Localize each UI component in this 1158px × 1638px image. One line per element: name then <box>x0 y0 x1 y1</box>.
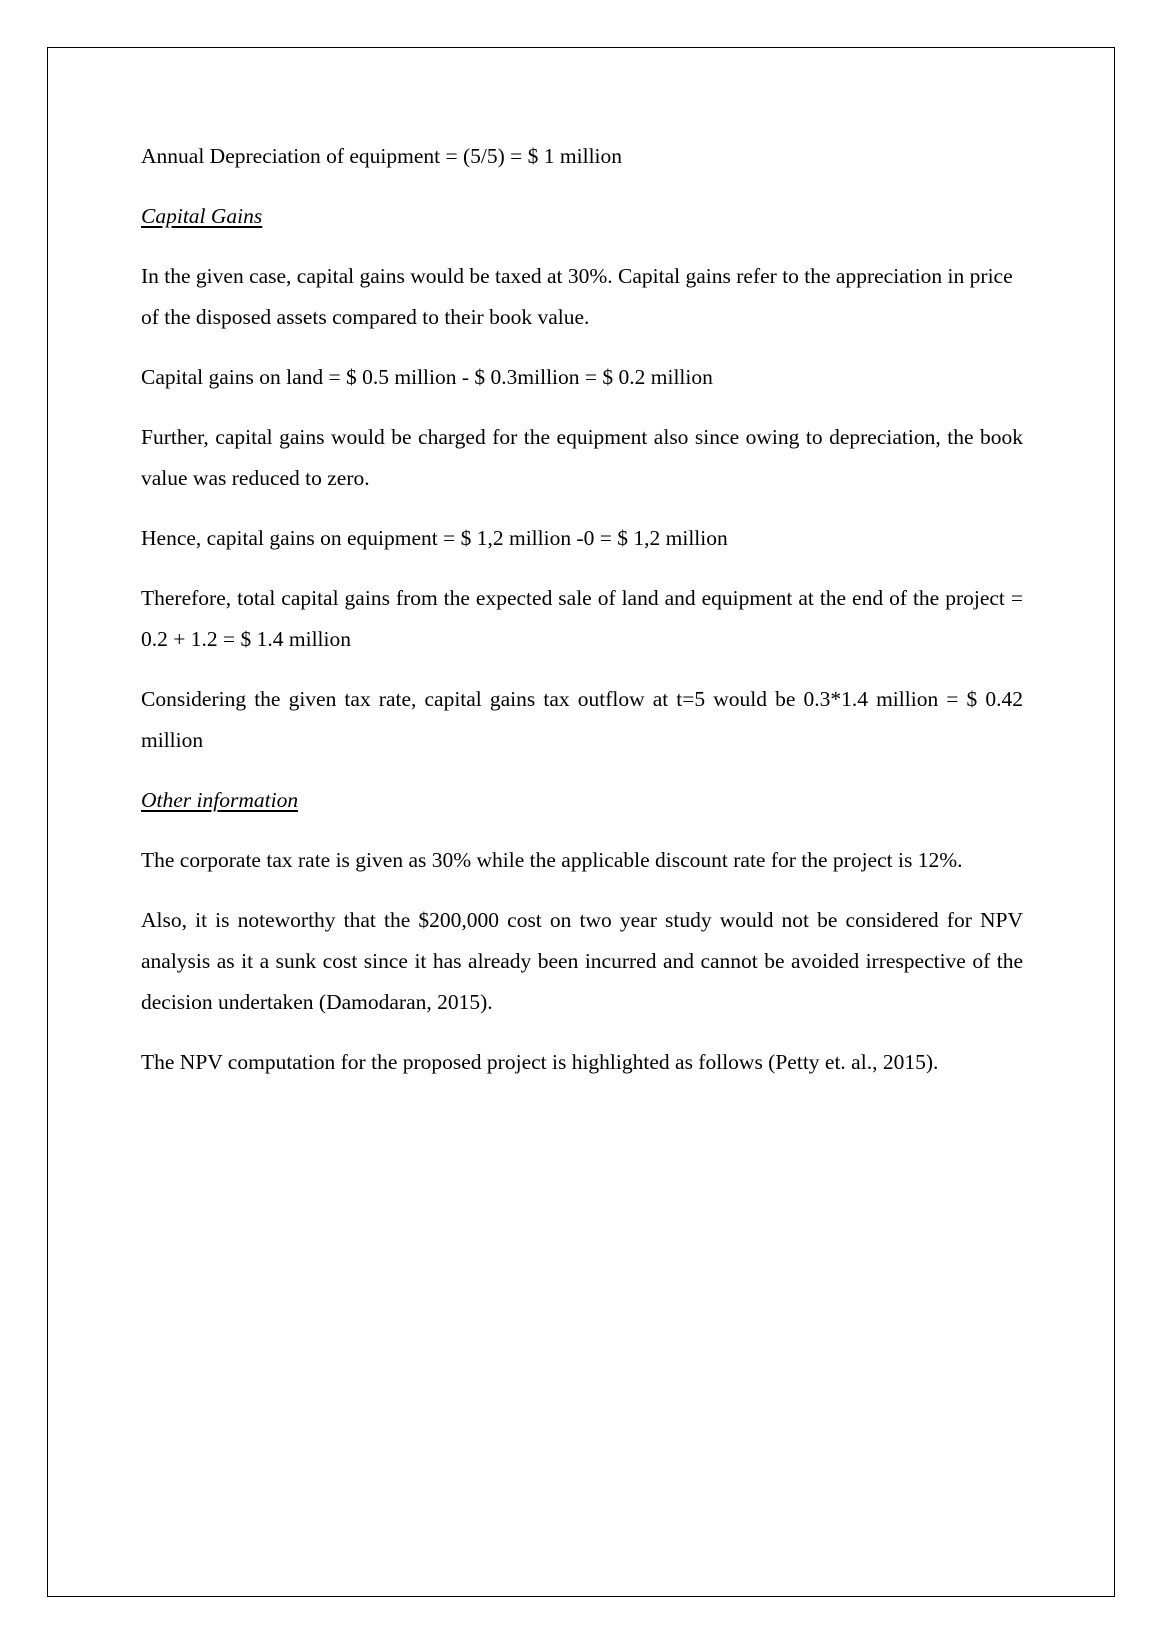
land-gains-paragraph: Capital gains on land = $ 0.5 million - $ 0.3million = $ 0.2 million <box>141 365 713 389</box>
equipment-gains-paragraph: Hence, capital gains on equipment = $ 1,2 million -0 = $ 1,2 million <box>141 526 728 550</box>
npv-intro-paragraph: The NPV computation for the proposed project is highlighted as follows (Petty et. al., 2015). <box>141 1050 939 1074</box>
sunk-cost-paragraph: Also, it is noteworthy that the $200,000 cost on two year study would not be considered for NPV analysis as it a sunk cost since it has already been incurred and cannot be avoided irrespective of the decision undertaken (Damodaran, 2015). <box>141 908 1023 1014</box>
document-body <box>141 136 1023 1102</box>
capital-gains-heading: Capital Gains <box>141 204 263 228</box>
tax-rate-paragraph: The corporate tax rate is given as 30% while the applicable discount rate for the project is 12%. <box>141 848 963 872</box>
capital-gains-intro-paragraph: In the given case, capital gains would be taxed at 30%. Capital gains refer to the appreciation in price of the disposed assets compared to their book value. <box>141 264 1013 329</box>
equipment-gains-explanation-paragraph: Further, capital gains would be charged for the equipment also since owing to depreciation, the book value was reduced to zero. <box>141 425 1023 490</box>
gains-tax-paragraph: Considering the given tax rate, capital gains tax outflow at t=5 would be 0.3*1.4 million = $ 0.42 million <box>141 687 1023 752</box>
depreciation-paragraph: Annual Depreciation of equipment = (5/5) = $ 1 million <box>141 144 623 168</box>
total-gains-paragraph: Therefore, total capital gains from the expected sale of land and equipment at the end of the project = 0.2 + 1.2 = $ 1.4 million <box>141 586 1023 651</box>
other-information-heading: Other information <box>141 788 299 812</box>
